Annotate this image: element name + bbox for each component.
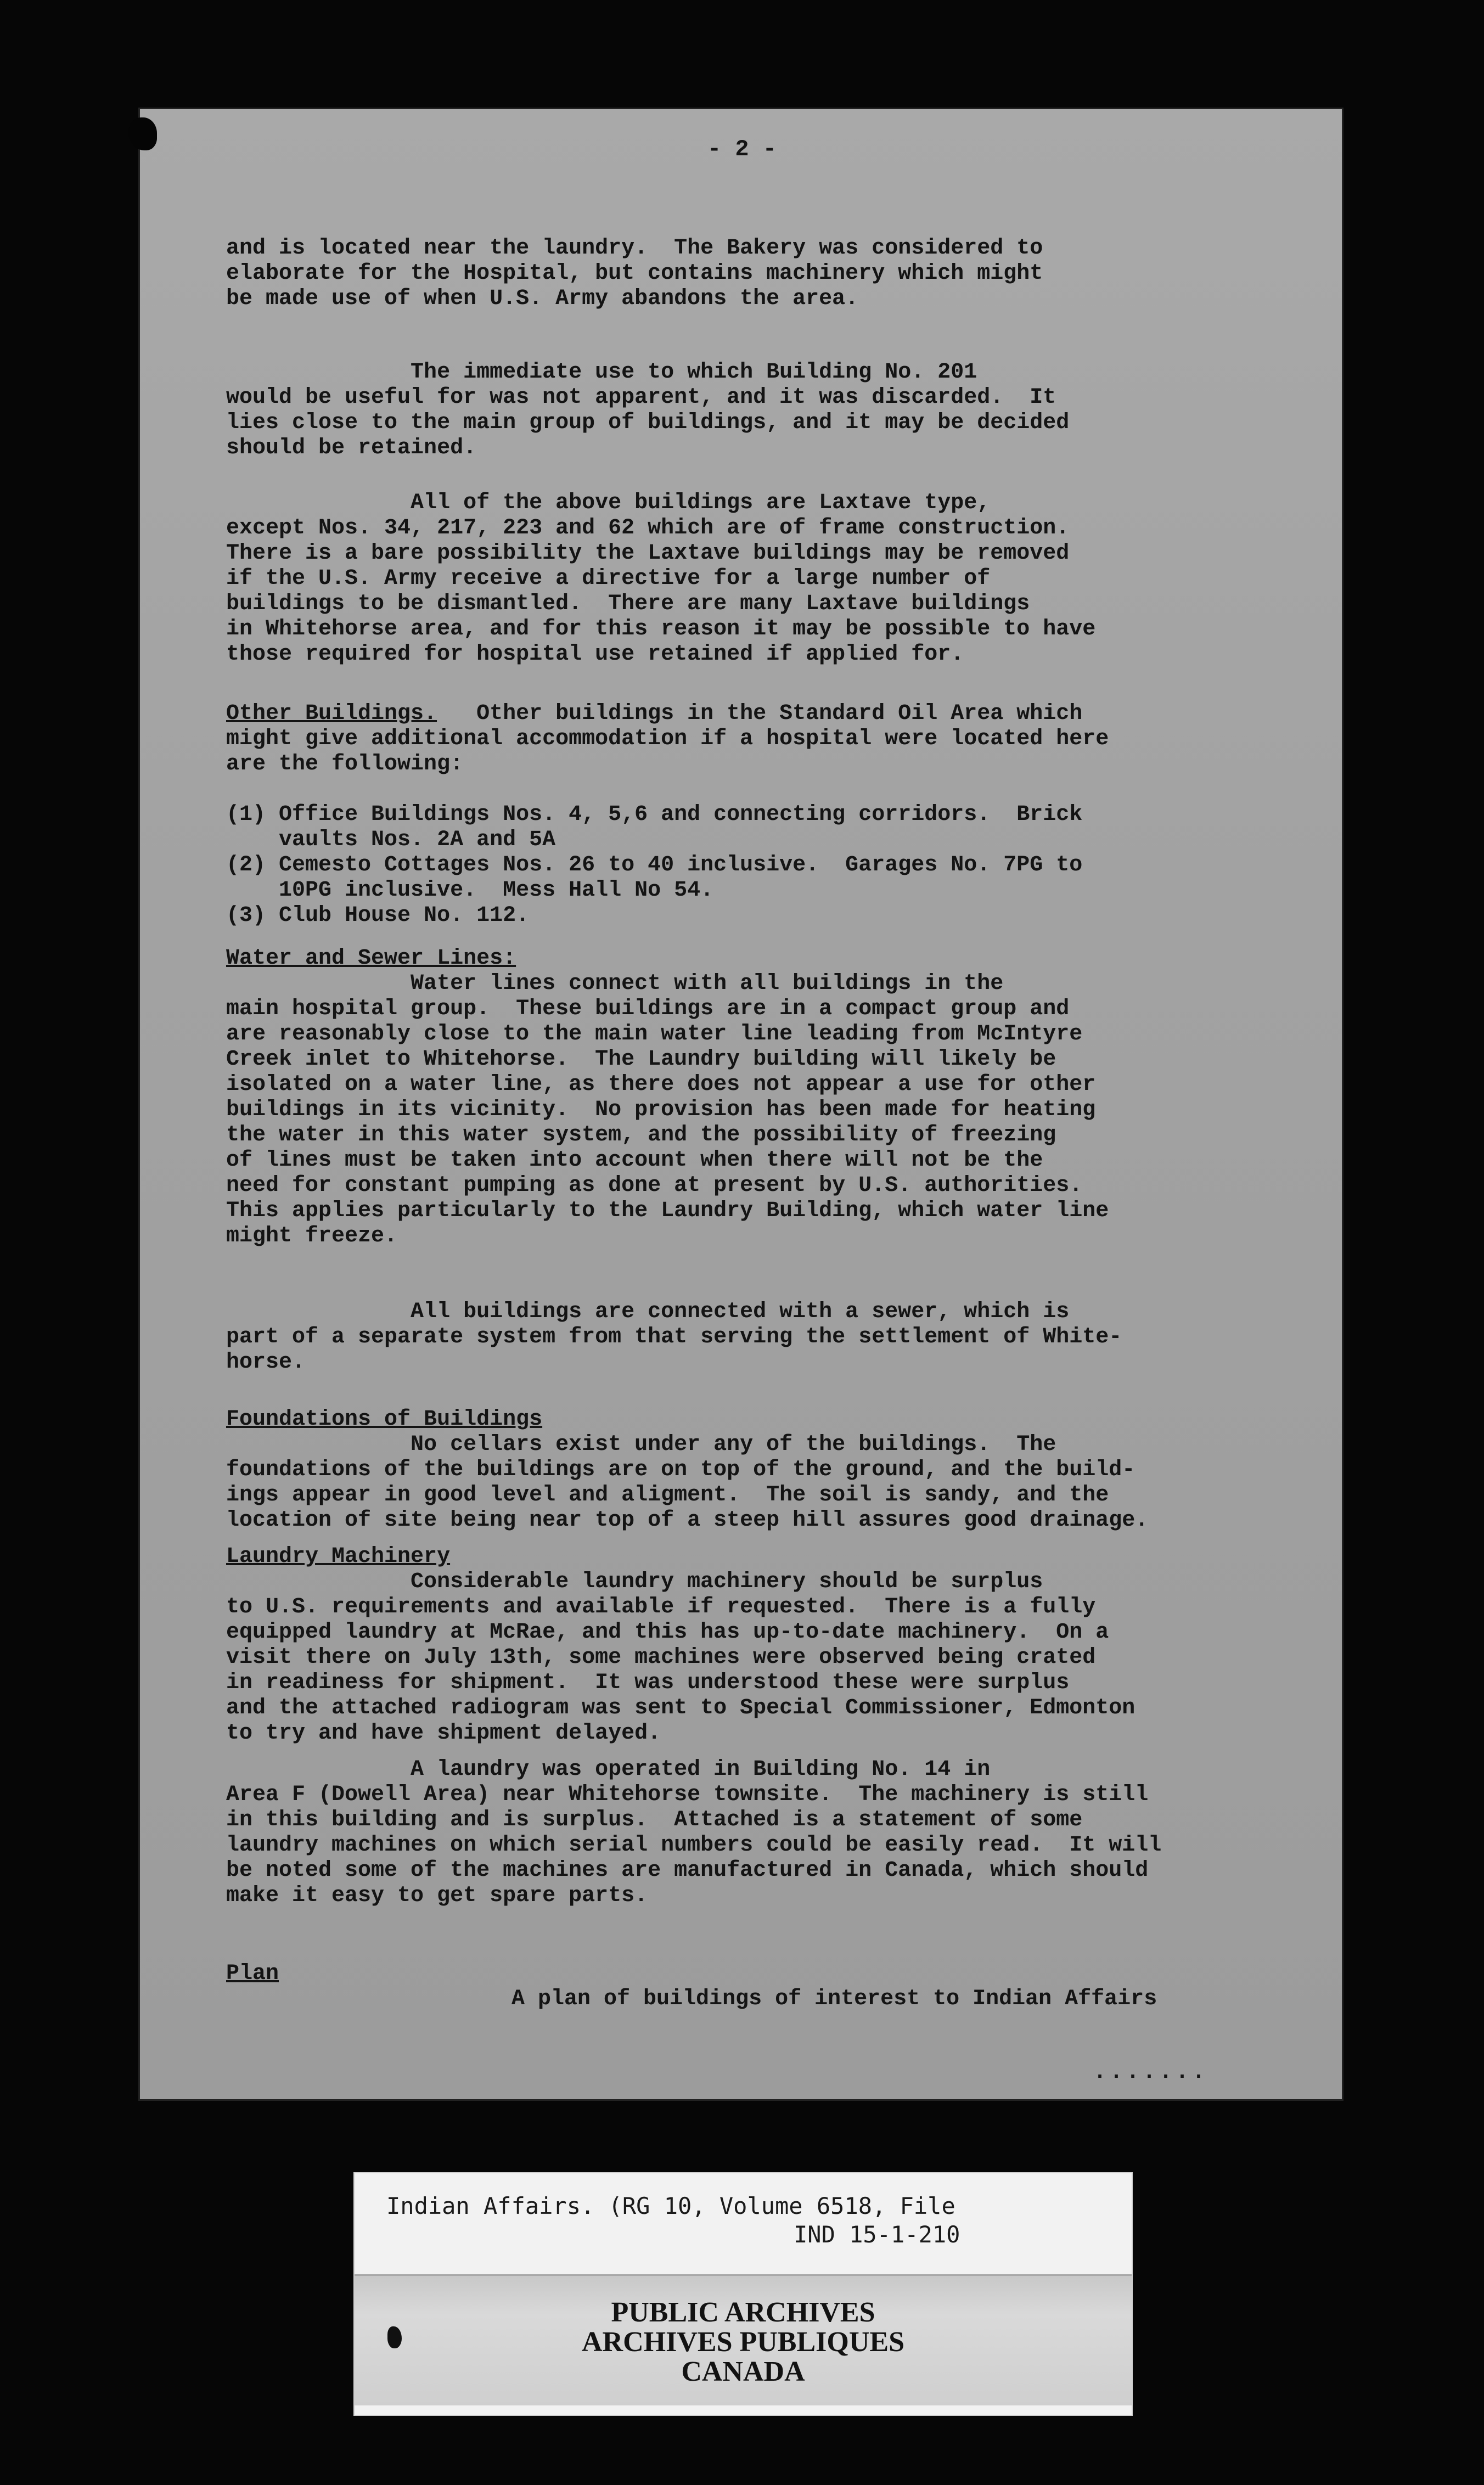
list-item: 10PG inclusive. Mess Hall No 54. xyxy=(226,878,714,903)
archive-label xyxy=(353,2172,1133,2416)
text-line: Area F (Dowell Area) near Whitehorse townsite. The machinery is still xyxy=(226,1783,1149,1807)
section-heading: Laundry Machinery xyxy=(226,1544,451,1569)
text-line: Water lines connect with all buildings in the xyxy=(226,971,1004,996)
archives-stamp xyxy=(355,2274,1132,2405)
section-water-sewer xyxy=(226,946,1291,1249)
text-line: in Whitehorse area, and for this reason it may be possible to have xyxy=(226,617,1096,642)
text-line: to try and have shipment delayed. xyxy=(226,1721,661,1746)
text-line: Other buildings in the Standard Oil Area which xyxy=(437,701,1083,726)
text-line: in readiness for shipment. It was understood these were surplus xyxy=(226,1671,1070,1695)
text-line: buildings in its vicinity. No provision has been made for heating xyxy=(226,1098,1096,1122)
section-heading: Foundations of Buildings xyxy=(226,1407,543,1432)
text-line: part of a separate system from that serving the settlement of White- xyxy=(226,1325,1122,1350)
list-item: (2) Cemesto Cottages Nos. 26 to 40 inclusive. Garages No. 7PG to xyxy=(226,853,1083,878)
text-line: location of site being near top of a steep hill assures good drainage. xyxy=(226,1508,1149,1533)
text-line: foundations of the buildings are on top of the ground, and the build- xyxy=(226,1458,1136,1482)
paragraph-bakery xyxy=(226,236,1291,312)
text-line: ings appear in good level and aligment. The soil is sandy, and the xyxy=(226,1483,1109,1508)
text-line: the water in this water system, and the possibility of freezing xyxy=(226,1123,1056,1148)
section-heading: Water and Sewer Lines: xyxy=(226,946,516,971)
text-line: and the attached radiogram was sent to Special Commissioner, Edmonton xyxy=(226,1696,1136,1721)
text-line: might freeze. xyxy=(226,1224,398,1249)
text-line: laundry machines on which serial numbers could be easily read. It will xyxy=(226,1833,1162,1858)
text-line: should be retained. xyxy=(226,436,477,460)
text-line: be noted some of the machines are manufactured in Canada, which should xyxy=(226,1858,1149,1883)
text-line: lies close to the main group of buildings, and it may be decided xyxy=(226,411,1070,435)
text-line: in this building and is surplus. Attached is a statement of some xyxy=(226,1808,1083,1832)
text-line: if the U.S. Army receive a directive for a large number of xyxy=(226,566,991,591)
paragraph-building-201 xyxy=(226,360,1291,461)
paragraph-sewer xyxy=(226,1300,1291,1375)
text-line: and is located near the laundry. The Bakery was considered to xyxy=(226,236,1043,261)
page-number: - 2 - xyxy=(707,136,777,162)
text-line: elaborate for the Hospital, but contains machinery which might xyxy=(226,261,1043,286)
list-item: (3) Club House No. 112. xyxy=(226,903,530,928)
paragraph-laxtave xyxy=(226,491,1291,667)
section-heading: Other Buildings. xyxy=(226,701,437,726)
text-line: Creek inlet to Whitehorse. The Laundry building will likely be xyxy=(226,1047,1056,1072)
reference-line: Indian Affairs. (RG 10, Volume 6518, File xyxy=(386,2192,955,2219)
stamp-line: ARCHIVES PUBLIQUES xyxy=(581,2326,905,2358)
text-line: equipped laundry at McRae, and this has up-to-date machinery. On a xyxy=(226,1620,1109,1645)
text-line: need for constant pumping as done at present by U.S. authorities. xyxy=(226,1173,1083,1198)
end-mark: ....... xyxy=(1093,2060,1209,2085)
text-line: be made use of when U.S. Army abandons the area. xyxy=(226,286,859,311)
text-line: All buildings are connected with a sewer, which is xyxy=(226,1300,1070,1324)
list-item: vaults Nos. 2A and 5A xyxy=(226,828,556,852)
text-line: No cellars exist under any of the buildings. The xyxy=(226,1432,1056,1457)
document-page xyxy=(138,108,1344,2101)
text-line: All of the above buildings are Laxtave type, xyxy=(226,491,991,515)
archive-reference xyxy=(386,2192,960,2249)
text-line: Considerable laundry machinery should be surplus xyxy=(226,1570,1043,1594)
text-line: There is a bare possibility the Laxtave buildings may be removed xyxy=(226,541,1070,566)
section-laundry-machinery xyxy=(226,1544,1291,1746)
paragraph-area-f-laundry xyxy=(226,1757,1291,1909)
text-line: This applies particularly to the Laundry Building, which water line xyxy=(226,1199,1109,1223)
text-line: main hospital group. These buildings are in a compact group and xyxy=(226,997,1070,1021)
text-line: isolated on a water line, as there does not appear a use for other xyxy=(226,1072,1096,1097)
list-item: (1) Office Buildings Nos. 4, 5,6 and connecting corridors. Brick xyxy=(226,802,1083,827)
text-line: of lines must be taken into account when there will not be the xyxy=(226,1148,1043,1173)
stamp-line: PUBLIC ARCHIVES xyxy=(611,2297,875,2328)
text-line: visit there on July 13th, some machines were observed being crated xyxy=(226,1645,1096,1670)
stamp-line: CANADA xyxy=(681,2356,805,2387)
text-line: horse. xyxy=(226,1350,306,1375)
section-foundations xyxy=(226,1407,1291,1533)
text-line: might give additional accommodation if a hospital were located here xyxy=(226,727,1109,751)
text-line: make it easy to get spare parts. xyxy=(226,1884,648,1908)
stamp-text xyxy=(355,2298,1132,2387)
text-line: those required for hospital use retained if applied for. xyxy=(226,642,964,667)
text-line: The immediate use to which Building No. 201 xyxy=(226,360,977,385)
text-line: A laundry was operated in Building No. 14 in xyxy=(226,1757,991,1782)
text-line: A plan of buildings of interest to Indian Affairs xyxy=(511,1987,1157,2011)
text-line: buildings to be dismantled. There are many Laxtave buildings xyxy=(226,592,1030,616)
text-line: except Nos. 34, 217, 223 and 62 which are of frame construction. xyxy=(226,516,1070,541)
section-plan xyxy=(226,1961,1291,2012)
text-line: are reasonably close to the main water line leading from McIntyre xyxy=(226,1022,1083,1047)
text-line: are the following: xyxy=(226,752,464,777)
reference-line: IND 15-1-210 xyxy=(794,2221,960,2248)
section-heading: Plan xyxy=(226,1961,279,1986)
text-line: would be useful for was not apparent, and it was discarded. It xyxy=(226,385,1056,410)
text-line: to U.S. requirements and available if requested. There is a fully xyxy=(226,1595,1096,1620)
section-other-buildings xyxy=(226,701,1291,929)
